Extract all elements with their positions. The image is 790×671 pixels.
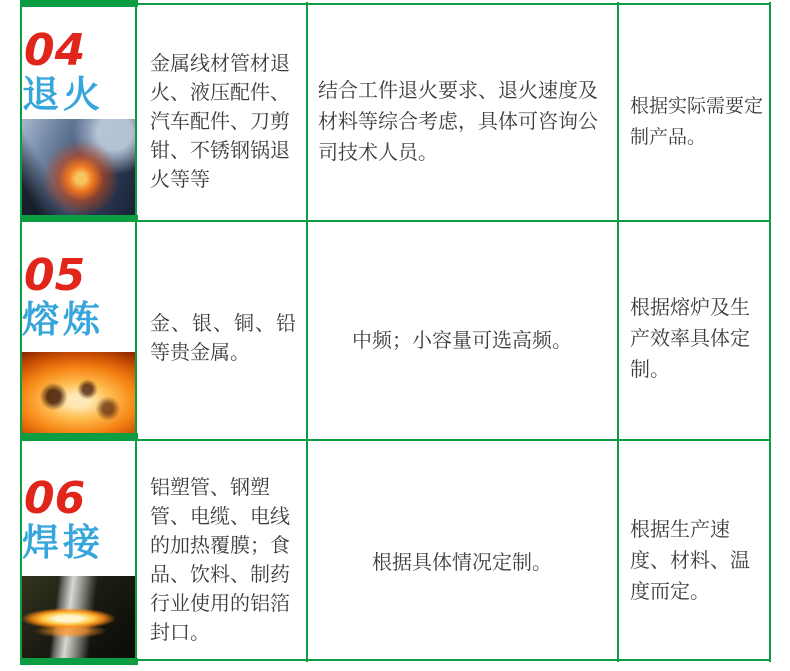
customization-cell [619,442,768,658]
applications-cell [137,8,305,215]
annealing-photo [22,119,135,215]
green-accent-bar-row1 [20,215,138,222]
process-number: 06 [24,473,86,524]
melting-photo [22,352,135,433]
customization-text: 根据熔炉及生产效率具体定制。 [630,294,750,381]
process-cell-annealing [22,8,135,215]
table-border-right [769,2,771,662]
process-cell-welding [22,442,135,658]
frequency-selection-cell [308,8,616,215]
applications-cell [137,442,305,658]
green-accent-bar-row2 [20,433,138,440]
process-name: 熔炼 [22,297,104,341]
applications-cell [137,223,305,433]
process-cell-melting [22,223,135,433]
customization-cell [619,8,768,215]
frequency-selection-cell [308,223,616,433]
process-number: 04 [24,25,86,76]
green-accent-bar-bottom [20,658,138,665]
customization-text: 根据实际需要定制产品。 [630,94,764,148]
applications-text: 金属线材管材退火、液压配件、汽车配件、刀剪钳、不锈钢锅退火等等 [150,51,290,191]
process-name: 焊接 [22,520,104,564]
frequency-selection-text: 中频；小容量可选高频。 [352,327,572,352]
frequency-selection-text: 结合工件退火要求、退火速度及材料等综合考虑，具体可咨询公司技术人员。 [318,78,598,164]
customization-cell [619,223,768,433]
frequency-selection-cell [308,442,616,658]
process-number: 05 [24,250,86,301]
applications-text: 铝塑管、钢塑管、电缆、电线的加热覆膜；食品、饮料、制药行业使用的铝箔封口。 [150,475,290,644]
applications-text: 金、银、铜、铅等贵金属。 [150,311,296,364]
customization-text: 根据生产速度、材料、温度而定。 [630,516,750,603]
green-accent-bar-top [20,0,138,7]
process-name: 退火 [22,72,104,116]
welding-photo [22,576,135,658]
frequency-selection-text: 根据具体情况定制。 [372,549,552,574]
